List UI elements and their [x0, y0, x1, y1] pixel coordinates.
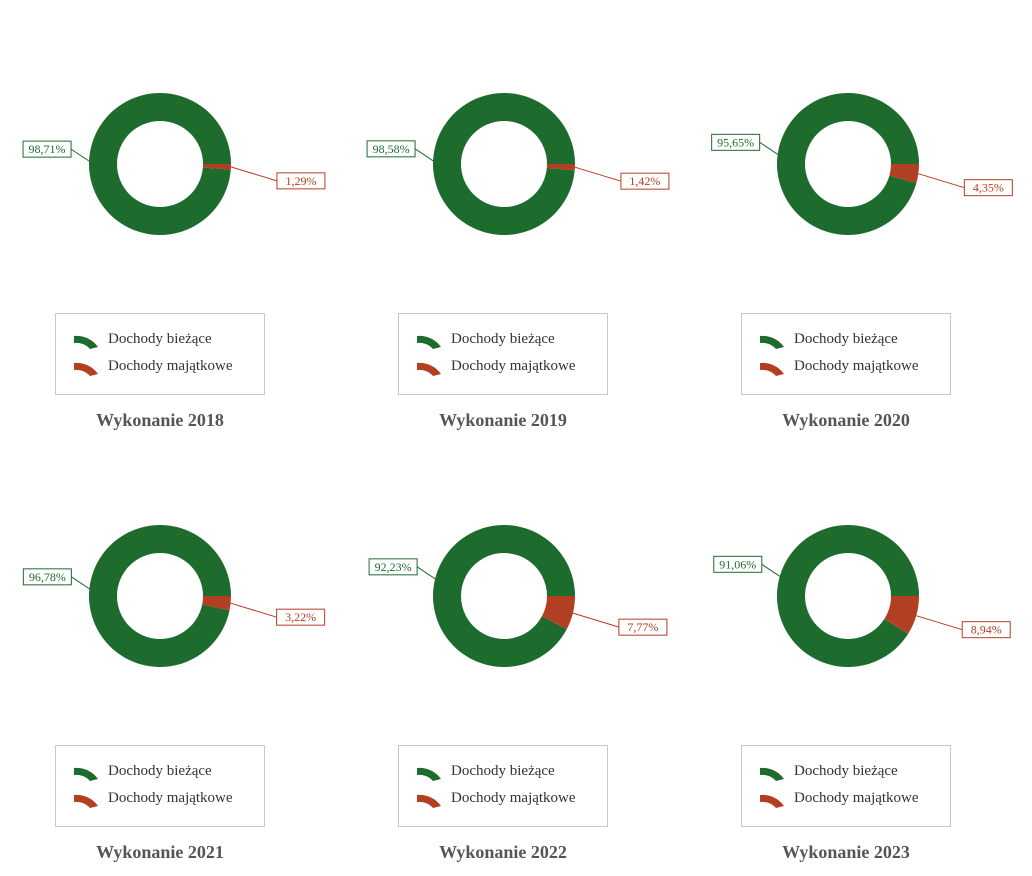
legend-swatch-majatkowe [415, 356, 443, 376]
legend-item-majatkowe [415, 787, 576, 809]
legend-swatch-majatkowe [758, 356, 786, 376]
data-label-biezace: 98,71% [28, 142, 66, 157]
legend [55, 313, 265, 395]
legend-item-majatkowe [72, 787, 233, 809]
donut-chart [0, 432, 344, 732]
chart-title: Wykonanie 2022 [439, 842, 567, 862]
data-label-biezace-leader-line [417, 567, 435, 579]
legend-label-majatkowe: Dochody majątkowe [451, 789, 576, 806]
legend-swatch-biezace [415, 761, 443, 781]
legend-item-biezace [72, 760, 212, 782]
chart-panel-2022 [344, 432, 688, 872]
data-label-majatkowe-leader-line [573, 613, 619, 627]
legend-swatch-biezace [72, 329, 100, 349]
legend-label-biezace: Dochody bieżące [108, 330, 212, 347]
data-label-majatkowe: 1,29% [285, 173, 317, 188]
legend-swatch-biezace [72, 761, 100, 781]
legend-item-majatkowe [72, 355, 233, 377]
legend-swatch-biezace [758, 761, 786, 781]
legend-item-biezace [758, 760, 898, 782]
legend [398, 745, 608, 827]
legend-label-majatkowe: Dochody majątkowe [794, 789, 919, 806]
legend-label-majatkowe: Dochody majątkowe [108, 789, 233, 806]
chart-title: Wykonanie 2023 [782, 842, 910, 862]
data-label-biezace: 96,78% [28, 569, 66, 584]
legend-label-biezace: Dochody bieżące [108, 762, 212, 779]
legend-item-majatkowe [758, 355, 919, 377]
legend-label-biezace: Dochody bieżące [794, 762, 898, 779]
donut-chart [344, 432, 688, 732]
chart-panel-2021 [0, 432, 344, 872]
data-label-biezace-leader-line [760, 142, 778, 154]
legend-item-biezace [415, 760, 555, 782]
data-label-biezace-leader-line [415, 149, 433, 161]
data-label-biezace-leader-line [762, 564, 780, 576]
legend [741, 313, 951, 395]
legend-item-biezace [72, 328, 212, 350]
chart-title: Wykonanie 2018 [96, 410, 224, 430]
legend [398, 313, 608, 395]
data-label-majatkowe: 7,77% [627, 620, 659, 635]
donut-chart [0, 0, 344, 300]
donut-chart [688, 0, 1032, 300]
data-label-majatkowe: 1,42% [629, 174, 661, 189]
legend-label-majatkowe: Dochody majątkowe [451, 357, 576, 374]
data-label-majatkowe-leader-line [916, 616, 962, 630]
legend-swatch-majatkowe [72, 356, 100, 376]
legend-item-biezace [758, 328, 898, 350]
legend-item-majatkowe [415, 355, 576, 377]
legend-label-majatkowe: Dochody majątkowe [794, 357, 919, 374]
data-label-majatkowe-leader-line [575, 167, 621, 181]
chart-panel-2020 [688, 0, 1032, 440]
data-label-majatkowe-leader-line [231, 167, 277, 181]
chart-title: Wykonanie 2019 [439, 410, 567, 430]
data-label-majatkowe: 4,35% [972, 180, 1004, 195]
legend [741, 745, 951, 827]
data-label-biezace-leader-line [71, 149, 89, 161]
legend-item-biezace [415, 328, 555, 350]
legend-label-biezace: Dochody bieżące [451, 762, 555, 779]
chart-panel-2018 [0, 0, 344, 440]
legend-label-biezace: Dochody bieżące [451, 330, 555, 347]
data-label-majatkowe-leader-line [231, 603, 277, 617]
legend-item-majatkowe [758, 787, 919, 809]
chart-title: Wykonanie 2020 [782, 410, 910, 430]
legend-swatch-biezace [758, 329, 786, 349]
data-label-biezace: 98,58% [372, 141, 410, 156]
data-label-biezace: 92,23% [374, 559, 412, 574]
chart-panel-2019 [344, 0, 688, 440]
donut-chart [688, 432, 1032, 732]
legend-swatch-majatkowe [758, 788, 786, 808]
chart-panel-2023 [688, 432, 1032, 872]
data-label-majatkowe: 3,22% [285, 610, 317, 625]
legend-swatch-biezace [415, 329, 443, 349]
legend-swatch-majatkowe [415, 788, 443, 808]
data-label-majatkowe-leader-line [918, 174, 964, 188]
data-label-majatkowe: 8,94% [970, 622, 1002, 637]
legend [55, 745, 265, 827]
legend-swatch-majatkowe [72, 788, 100, 808]
data-label-biezace: 91,06% [719, 557, 757, 572]
donut-chart [344, 0, 688, 300]
legend-label-majatkowe: Dochody majątkowe [108, 357, 233, 374]
chart-title: Wykonanie 2021 [96, 842, 224, 862]
data-label-biezace: 95,65% [717, 135, 755, 150]
legend-label-biezace: Dochody bieżące [794, 330, 898, 347]
data-label-biezace-leader-line [71, 577, 89, 589]
